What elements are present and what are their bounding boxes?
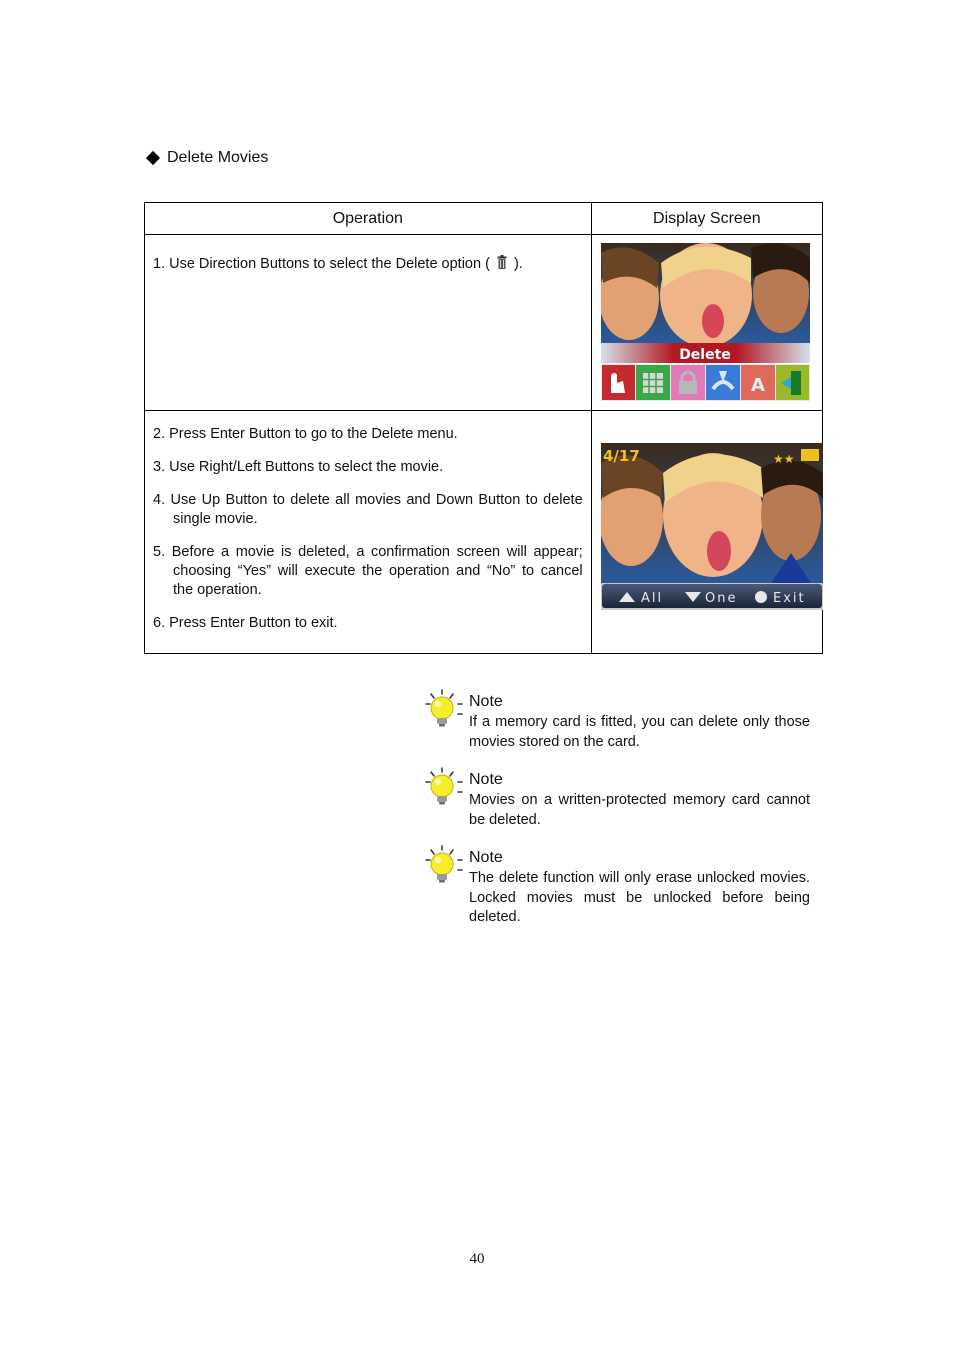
note-title: Note [469,849,503,866]
lightbulb-icon [422,688,464,728]
star-icon: ★★ [772,452,795,466]
display-cell-2 [591,411,822,654]
exit-option: Exit [772,591,806,606]
note-1 [422,688,810,752]
note-text: The delete function will only erase unlocked movies. Locked movies must be unlocked before being deleted. [469,870,810,925]
delete-confirm-illustration [601,443,823,610]
operation-cell-2 [145,411,592,654]
note-title: Note [469,771,503,788]
header-operation: Operation [145,203,592,235]
operation-table [144,202,823,654]
battery-icon [801,449,819,461]
enter-button-icon [755,591,767,603]
delete-confirm-screen [601,443,823,610]
note-2 [422,766,810,830]
step-3: 3. Use Right/Left Buttons to select the movie. [153,459,444,475]
step-2: 2. Press Enter Button to go to the Delete menu. [153,426,458,442]
header-display-screen: Display Screen [591,203,822,235]
note-text: If a memory card is fitted, you can delete only those movies stored on the card. [469,714,810,750]
lightbulb-icon [422,844,464,884]
delete-menu-screen [601,243,810,401]
step-5: 5. Before a movie is deleted, a confirmation screen will appear; choosing “Yes” will execute the operation and “No” to cancel the operation. [153,544,583,598]
lightbulb-icon [422,766,464,806]
svg-text:A: A [750,375,765,396]
delete-all-option: All [640,591,663,606]
diamond-bullet-icon [146,151,160,165]
section-title: Delete Movies [167,149,269,166]
section-heading [146,149,268,167]
notes-section [422,688,810,942]
trash-icon [497,255,507,269]
note-text: Movies on a written-protected memory card cannot be deleted. [469,792,810,828]
display-cell-1 [591,235,822,411]
movie-counter: 4/17 [602,447,640,465]
page-number: 40 [469,1251,485,1267]
delete-banner-label: Delete [678,347,731,363]
step-4: 4. Use Up Button to delete all movies and Down Button to delete single movie. [153,492,583,527]
note-title: Note [469,693,503,710]
step-6: 6. Press Enter Button to exit. [153,615,338,631]
delete-menu-illustration [601,243,810,401]
step-1: 1. Use Direction Buttons to select the Delete option ( ). [153,256,523,272]
operation-cell-1 [145,235,592,411]
delete-one-option: One [704,591,738,606]
note-3 [422,844,810,928]
